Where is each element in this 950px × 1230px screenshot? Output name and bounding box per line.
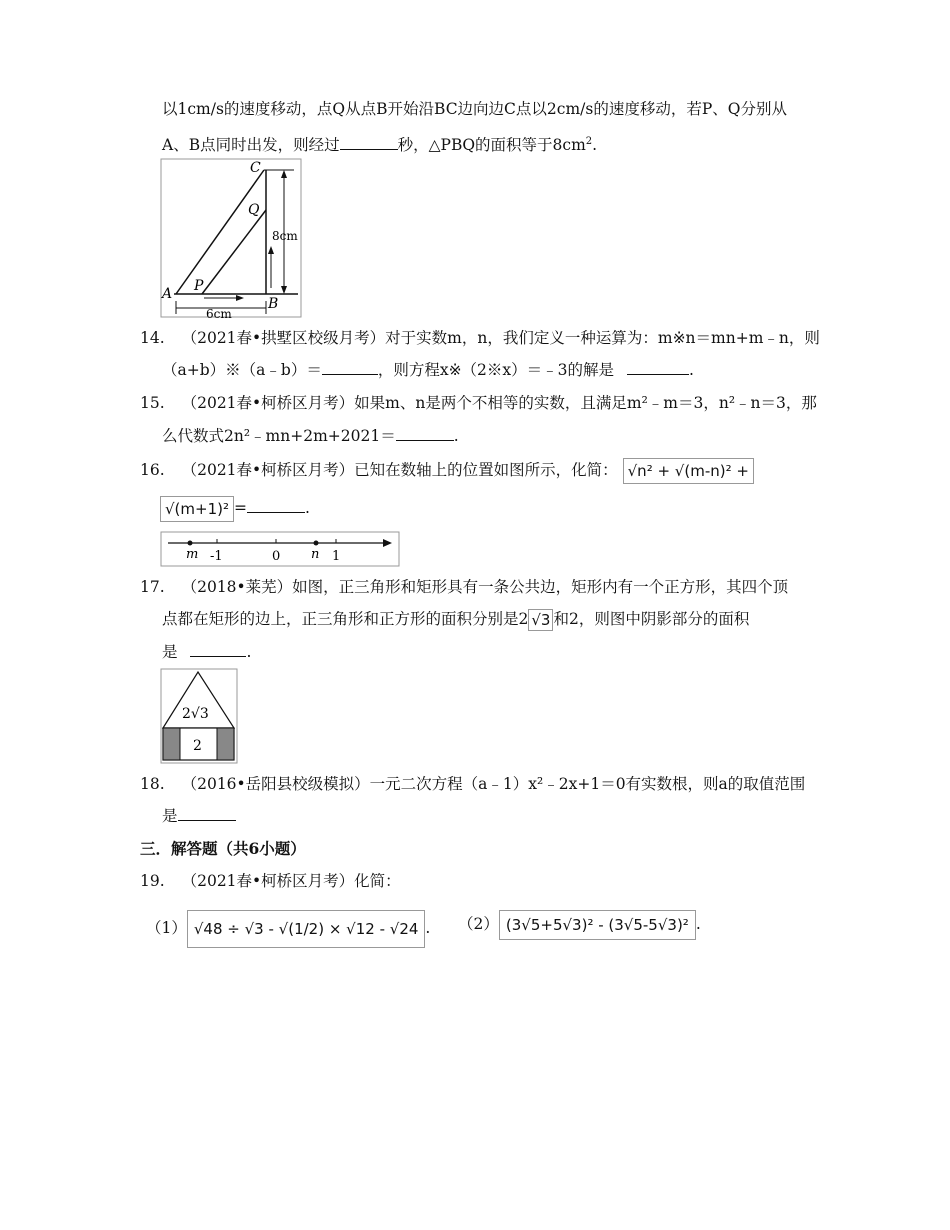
q14-line1 [140, 328, 820, 348]
q19-p2-label: （2） [458, 915, 499, 933]
label-C: C [250, 160, 261, 176]
q19-p2-end: . [695, 915, 701, 933]
q15-num: 15. [140, 394, 165, 412]
axis-label-n: n [311, 547, 320, 562]
q16-eq: = [234, 499, 247, 517]
point-m [188, 541, 193, 546]
q14-num: 14. [140, 329, 165, 347]
answer-blank-14b [627, 360, 689, 375]
q16-end: . [305, 499, 310, 517]
answer-blank-17 [190, 642, 246, 657]
axis-label-1: 1 [332, 549, 341, 564]
q19-p1-end: . [425, 919, 431, 937]
label-8cm: 8cm [272, 229, 298, 243]
q15-text1: （2021春•柯桥区月考）如果m、n是两个不相等的实数，且满足m²﹣m＝3，n²﹣n＝3，那 [181, 394, 817, 412]
label-A: A [162, 286, 173, 302]
q14-text1: （2021春•拱墅区校级月考）对于实数m，n，我们定义一种运算为：m※n＝mn+m﹣n，则 [181, 329, 820, 347]
axis-label-0: 0 [272, 549, 281, 564]
q19-part2 [458, 910, 701, 940]
label-P: P [194, 278, 204, 294]
q13-line2-b: 秒，△PBQ的面积等于8cm [397, 136, 586, 155]
q19-text: （2021春•柯桥区月考）化简： [181, 872, 401, 890]
q17-text1: （2018•莱芜）如图，正三角形和矩形具有一条公共边，矩形内有一个正方形，其四个顶 [181, 578, 789, 596]
q16-formula-2: √(m+1)² [160, 496, 234, 522]
answer-blank-13 [340, 135, 398, 150]
q17-text2-b: 和2，则图中阴影部分的面积 [553, 610, 750, 628]
answer-blank-18 [178, 806, 236, 821]
answer-blank-14a [322, 360, 378, 375]
q17-end: . [246, 643, 252, 661]
q19-p1-formula: √48 ÷ √3 - √(1/2) × √12 - √24 [187, 910, 426, 948]
label-Q: Q [248, 202, 260, 218]
q19-num: 19. [140, 872, 165, 890]
q16-formula-1: √n² + √(m-n)² + [623, 458, 754, 484]
triangle-area-label: 2√3 [182, 706, 209, 722]
point-n [314, 541, 319, 546]
answer-blank-15 [396, 426, 454, 441]
section-heading: 三．解答题（共6小题） [140, 839, 306, 858]
axis-label-neg1: -1 [210, 549, 223, 564]
q16-num: 16. [140, 461, 165, 479]
q14-text2-a: （a+b）※（a﹣b）＝ [162, 361, 322, 379]
q18-num: 18. [140, 775, 165, 793]
q13-line2-a: A、B点同时出发，则经过 [162, 136, 340, 155]
q14-line2 [162, 360, 694, 380]
q15-text2: 么代数式2n²﹣mn+2m+2021＝ [162, 427, 396, 445]
q18-line1 [140, 774, 805, 794]
triangle-figure-13 [160, 158, 302, 318]
q15-end: . [453, 427, 459, 445]
q13-line2 [162, 132, 597, 155]
q16-text1: （2021春•柯桥区月考）已知在数轴上的位置如图所示，化简： [181, 461, 618, 479]
q17-line2 [162, 609, 749, 631]
label-B: B [268, 296, 279, 312]
q14-text2-b: ，则方程x※（2※x）＝﹣3的解是 [377, 361, 615, 379]
q19-part1 [146, 910, 430, 948]
q17-num: 17. [140, 578, 165, 596]
q17-text2-a: 点都在矩形的边上，正三角形和正方形的面积分别是2 [162, 610, 529, 628]
number-line-16 [160, 531, 400, 567]
q16-line2 [160, 496, 310, 522]
q13-sup: 2 [585, 136, 593, 147]
answer-blank-16 [247, 498, 305, 513]
q15-line1 [140, 393, 817, 413]
label-6cm: 6cm [206, 307, 232, 318]
q17-text3: 是 [162, 643, 178, 661]
q19-line1 [140, 871, 401, 891]
q19-p1-label: （1） [146, 919, 187, 937]
q18-text2: 是 [162, 807, 178, 825]
q18-line2 [162, 806, 236, 826]
q17-line1 [140, 577, 788, 597]
shape-figure-17 [160, 668, 238, 764]
q19-p2-formula: (3√5+5√3)² - (3√5-5√3)² [499, 910, 696, 940]
q15-line2 [162, 426, 459, 446]
q16-line1 [140, 458, 754, 484]
q17-root: √3 [528, 609, 553, 631]
q17-line3 [162, 642, 251, 662]
q18-text1: （2016•岳阳县校级模拟）一元二次方程（a﹣1）x²﹣2x+1＝0有实数根，则a的取值范围 [181, 775, 806, 793]
q13-line2-end: . [592, 136, 598, 155]
axis-label-m: m [186, 547, 199, 562]
square-area-label: 2 [193, 738, 202, 754]
q13-line1: 以1cm/s的速度移动，点Q从点B开始沿BC边向边C点以2cm/s的速度移动，若P、Q分别从 [162, 100, 787, 118]
q14-end: . [688, 361, 694, 379]
